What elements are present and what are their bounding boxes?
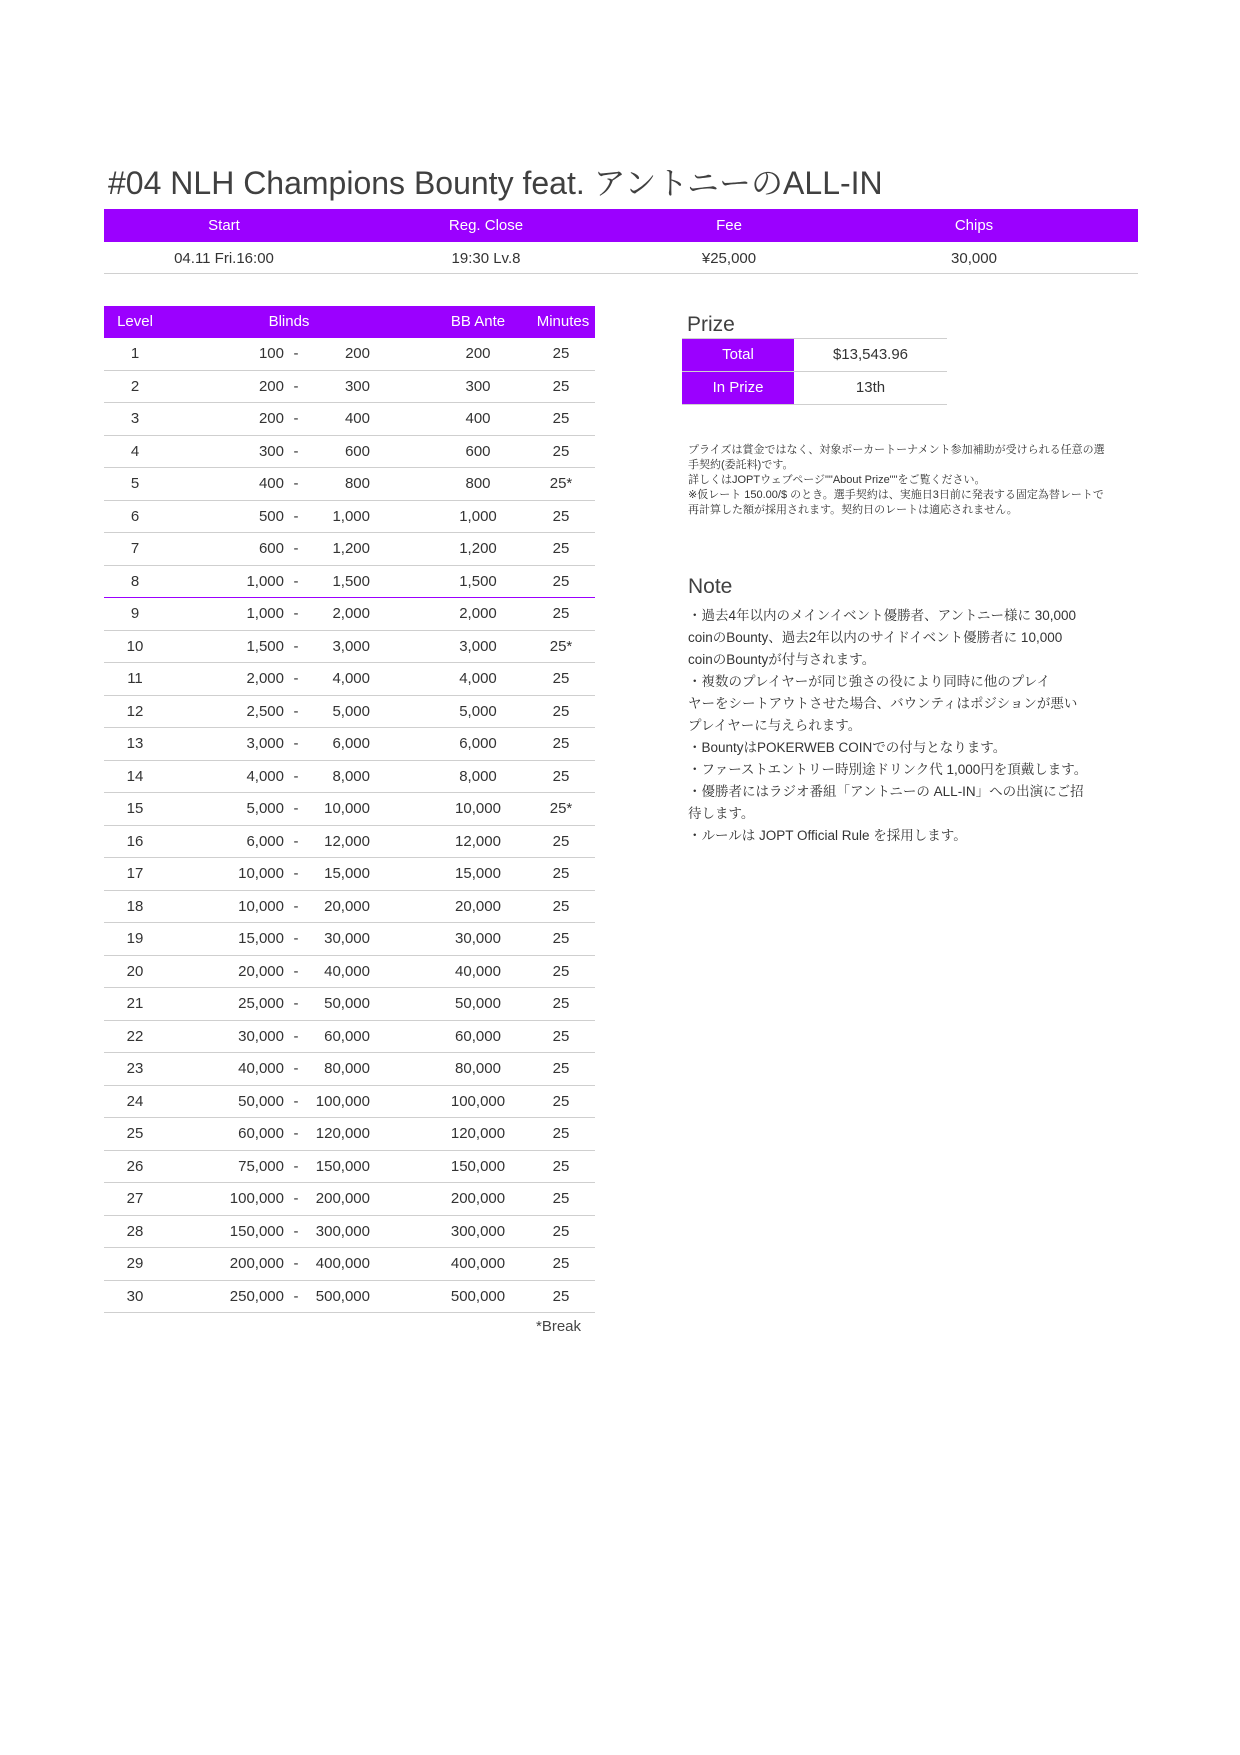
level-cell: 8 [130, 572, 140, 590]
level-cell: 17 [126, 865, 144, 882]
blinds-table-header [104, 306, 595, 338]
table-row [104, 1216, 595, 1249]
bb-ante-cell: 60,000 [455, 1027, 501, 1045]
bb-ante-cell: 1,000 [459, 507, 497, 525]
small-blind-cell: 6,000 [246, 832, 284, 850]
header-level: Level [117, 313, 153, 330]
blind-separator: - [293, 605, 299, 622]
small-blind-cell: 300 [258, 442, 284, 460]
value-fee: ¥25,000 [701, 250, 757, 267]
small-blind-cell: 15,000 [238, 930, 284, 947]
level-cell: 23 [126, 1060, 144, 1077]
minutes-cell: 25 [552, 1157, 570, 1175]
minutes-cell: 25 [552, 1222, 570, 1240]
blind-separator: - [293, 670, 299, 687]
header-minutes: Minutes [536, 313, 590, 330]
minutes-cell: 25 [552, 540, 570, 557]
small-blind-cell: 250,000 [229, 1287, 284, 1305]
bb-ante-cell: 80,000 [455, 1060, 501, 1077]
big-blind-cell: 3,000 [332, 637, 370, 655]
table-row [104, 566, 595, 599]
prize-note-line: ※仮レート 150.00/$ のとき。選手契約は、実施日3日前に発表する固定為替レートで [688, 489, 1104, 501]
small-blind-cell: 200 [258, 377, 284, 395]
blind-separator: - [293, 1255, 299, 1272]
big-blind-cell: 15,000 [324, 865, 370, 882]
bb-ante-cell: 8,000 [459, 767, 497, 785]
small-blind-cell: 150,000 [229, 1222, 284, 1240]
minutes-cell: 25 [552, 1255, 570, 1272]
small-blind-cell: 75,000 [238, 1157, 284, 1175]
blind-separator: - [293, 735, 299, 752]
bb-ante-cell: 120,000 [450, 1125, 506, 1142]
table-row [104, 1151, 595, 1184]
blind-separator: - [293, 1287, 299, 1305]
note-line: ・過去4年以内のメインイベント優勝者、アントニー様に 30,000 [688, 608, 1077, 623]
blind-separator: - [293, 475, 299, 492]
small-blind-cell: 5,000 [246, 800, 284, 817]
level-cell: 20 [126, 962, 144, 980]
big-blind-cell: 200 [344, 345, 370, 362]
level-cell: 1 [130, 345, 140, 362]
small-blind-cell: 200,000 [229, 1255, 284, 1272]
table-row [104, 501, 595, 534]
header-start: Start [208, 217, 240, 234]
big-blind-cell: 4,000 [332, 670, 370, 687]
big-blind-cell: 1,000 [332, 507, 370, 525]
bb-ante-cell: 300 [465, 377, 491, 395]
small-blind-cell: 10,000 [238, 865, 284, 882]
blind-separator: - [293, 800, 299, 817]
blind-separator: - [293, 962, 299, 980]
blind-separator: - [293, 1157, 299, 1175]
level-cell: 21 [126, 995, 144, 1012]
blind-separator: - [293, 572, 299, 590]
small-blind-cell: 500 [258, 507, 284, 525]
note-line: ・複数のプレイヤーが同じ強さの役により同時に他のプレイ [688, 674, 1051, 689]
table-row [104, 891, 595, 924]
header-bb-ante: BB Ante [450, 313, 506, 330]
bb-ante-cell: 15,000 [455, 865, 501, 882]
big-blind-cell: 5,000 [332, 702, 370, 720]
table-row [104, 923, 595, 956]
minutes-cell: 25 [552, 962, 570, 980]
minutes-cell: 25 [552, 1027, 570, 1045]
minutes-cell: 25 [552, 1125, 570, 1142]
blind-separator: - [293, 832, 299, 850]
small-blind-cell: 20,000 [238, 962, 284, 980]
small-blind-cell: 2,500 [246, 702, 284, 720]
level-cell: 7 [130, 540, 140, 557]
bb-ante-cell: 800 [465, 475, 491, 492]
bb-ante-cell: 20,000 [455, 897, 501, 915]
level-cell: 10 [126, 637, 144, 655]
table-row [104, 631, 595, 664]
note-line: ・BountyはPOKERWEB COINでの付与となります。 [688, 740, 1007, 755]
page-title: #04 NLH Champions Bounty feat. アントニーのALL-IN [108, 165, 883, 201]
minutes-cell: 25 [552, 605, 570, 622]
bb-ante-cell: 10,000 [455, 800, 501, 817]
bb-ante-cell: 50,000 [455, 995, 501, 1012]
big-blind-cell: 12,000 [324, 832, 370, 850]
header-chips: Chips [954, 217, 994, 234]
level-cell: 30 [126, 1287, 144, 1305]
big-blind-cell: 120,000 [315, 1125, 370, 1142]
big-blind-cell: 150,000 [315, 1157, 370, 1175]
small-blind-cell: 200 [258, 410, 284, 427]
table-row [104, 988, 595, 1021]
note-line: coinのBountyが付与されます。 [688, 652, 876, 667]
blind-separator: - [293, 702, 299, 720]
blind-separator: - [293, 410, 299, 427]
level-cell: 14 [126, 767, 144, 785]
minutes-cell: 25 [552, 1190, 570, 1207]
prize-label: In Prize [682, 372, 794, 404]
table-row [104, 1021, 595, 1054]
bb-ante-cell: 40,000 [455, 962, 501, 980]
big-blind-cell: 800 [344, 475, 370, 492]
minutes-cell: 25 [552, 410, 570, 427]
level-cell: 5 [130, 475, 140, 492]
table-row [104, 598, 595, 631]
bb-ante-cell: 200 [465, 345, 491, 362]
level-cell: 6 [130, 507, 140, 525]
level-cell: 11 [127, 670, 143, 687]
minutes-cell: 25 [552, 377, 570, 395]
minutes-cell: 25 [552, 735, 570, 752]
minutes-cell: 25 [552, 702, 570, 720]
table-row [104, 663, 595, 696]
value-reg-close: 19:30 Lv.8 [451, 250, 521, 267]
table-row [104, 1281, 595, 1314]
blind-separator: - [293, 995, 299, 1012]
prize-row-total [682, 338, 947, 372]
bb-ante-cell: 12,000 [455, 832, 501, 850]
small-blind-cell: 25,000 [238, 995, 284, 1012]
table-row [104, 793, 595, 826]
bb-ante-cell: 600 [465, 442, 491, 460]
big-blind-cell: 50,000 [324, 995, 370, 1012]
blind-separator: - [293, 1027, 299, 1045]
bb-ante-cell: 300,000 [450, 1222, 506, 1240]
table-row [104, 533, 595, 566]
prize-table [682, 339, 947, 405]
table-row [104, 371, 595, 404]
table-row [104, 858, 595, 891]
small-blind-cell: 60,000 [238, 1125, 284, 1142]
level-cell: 2 [130, 377, 140, 395]
table-row [104, 468, 595, 501]
blind-separator: - [293, 637, 299, 655]
level-cell: 24 [126, 1092, 144, 1110]
small-blind-cell: 600 [258, 540, 284, 557]
small-blind-cell: 3,000 [246, 735, 284, 752]
bb-ante-cell: 5,000 [459, 702, 497, 720]
small-blind-cell: 1,500 [246, 637, 284, 655]
blind-separator: - [293, 1060, 299, 1077]
blind-separator: - [293, 865, 299, 882]
note-line: ・ルールは JOPT Official Rule を採用します。 [688, 828, 967, 843]
minutes-cell: 25* [549, 475, 573, 492]
note-line: coinのBounty、過去2年以内のサイドイベント優勝者に 10,000 [688, 630, 1063, 645]
blinds-table-body [104, 338, 595, 1313]
blind-separator: - [293, 442, 299, 460]
table-row [104, 956, 595, 989]
bb-ante-cell: 500,000 [450, 1287, 506, 1305]
blind-separator: - [293, 897, 299, 915]
bb-ante-cell: 3,000 [459, 637, 497, 655]
blind-separator: - [293, 930, 299, 947]
big-blind-cell: 30,000 [324, 930, 370, 947]
table-row [104, 696, 595, 729]
big-blind-cell: 80,000 [324, 1060, 370, 1077]
small-blind-cell: 50,000 [238, 1092, 284, 1110]
level-cell: 15 [126, 800, 144, 817]
minutes-cell: 25 [552, 767, 570, 785]
big-blind-cell: 6,000 [332, 735, 370, 752]
big-blind-cell: 200,000 [315, 1190, 370, 1207]
minutes-cell: 25 [552, 1060, 570, 1077]
minutes-cell: 25 [552, 670, 570, 687]
table-row [104, 436, 595, 469]
big-blind-cell: 8,000 [332, 767, 370, 785]
table-row [104, 1118, 595, 1151]
blind-separator: - [293, 377, 299, 395]
info-table-header [104, 209, 1138, 242]
big-blind-cell: 300 [344, 377, 370, 395]
big-blind-cell: 1,500 [332, 572, 370, 590]
value-chips: 30,000 [951, 250, 997, 267]
level-cell: 28 [126, 1222, 144, 1240]
table-row [104, 1183, 595, 1216]
small-blind-cell: 100 [258, 345, 284, 362]
minutes-cell: 25 [552, 1092, 570, 1110]
level-cell: 9 [130, 605, 140, 622]
big-blind-cell: 500,000 [315, 1287, 370, 1305]
blind-separator: - [293, 767, 299, 785]
prize-note-line: プライズは賞金ではなく、対象ポーカートーナメント参加補助が受けられる任意の選 [688, 444, 1105, 456]
small-blind-cell: 4,000 [246, 767, 284, 785]
bb-ante-cell: 100,000 [450, 1092, 506, 1110]
small-blind-cell: 10,000 [238, 897, 284, 915]
minutes-cell: 25 [552, 572, 570, 590]
minutes-cell: 25* [549, 800, 573, 817]
bb-ante-cell: 400 [465, 410, 491, 427]
big-blind-cell: 400 [344, 410, 370, 427]
minutes-cell: 25 [552, 930, 570, 947]
big-blind-cell: 400,000 [315, 1255, 370, 1272]
small-blind-cell: 100,000 [229, 1190, 284, 1207]
header-reg-close: Reg. Close [448, 217, 524, 234]
prize-notes [688, 443, 1138, 518]
big-blind-cell: 2,000 [332, 605, 370, 622]
bb-ante-cell: 4,000 [459, 670, 497, 687]
table-row [104, 761, 595, 794]
minutes-cell: 25 [552, 865, 570, 882]
bb-ante-cell: 6,000 [459, 735, 497, 752]
bb-ante-cell: 400,000 [450, 1255, 506, 1272]
minutes-cell: 25 [552, 1287, 570, 1305]
level-cell: 4 [130, 442, 140, 460]
level-cell: 26 [126, 1157, 144, 1175]
note-line: ・優勝者にはラジオ番組「アントニーの ALL-IN」への出演にご招 [688, 784, 1084, 799]
level-cell: 16 [126, 832, 144, 850]
blind-separator: - [293, 345, 299, 362]
prize-note-line: 手契約(委託料)です。 [688, 459, 794, 471]
blind-separator: - [293, 540, 299, 557]
blind-separator: - [293, 1092, 299, 1110]
header-blinds: Blinds [268, 313, 310, 330]
minutes-cell: 25 [552, 507, 570, 525]
prize-value: 13th [855, 379, 886, 396]
minutes-cell: 25 [552, 345, 570, 362]
small-blind-cell: 400 [258, 475, 284, 492]
small-blind-cell: 1,000 [246, 572, 284, 590]
minutes-cell: 25 [552, 832, 570, 850]
prize-label: Total [682, 339, 794, 371]
level-cell: 29 [126, 1255, 144, 1272]
bb-ante-cell: 1,500 [459, 572, 497, 590]
small-blind-cell: 1,000 [246, 605, 284, 622]
level-cell: 22 [126, 1027, 144, 1045]
table-row [104, 338, 595, 371]
table-row [104, 728, 595, 761]
minutes-cell: 25 [552, 442, 570, 460]
big-blind-cell: 1,200 [332, 540, 370, 557]
minutes-cell: 25 [552, 897, 570, 915]
value-start: 04.11 Fri.16:00 [174, 250, 274, 267]
blinds-table [104, 306, 595, 1313]
blind-separator: - [293, 1190, 299, 1207]
bb-ante-cell: 1,200 [459, 540, 497, 557]
level-cell: 13 [126, 735, 144, 752]
minutes-cell: 25 [552, 995, 570, 1012]
big-blind-cell: 10,000 [324, 800, 370, 817]
level-cell: 12 [126, 702, 144, 720]
note-list [688, 605, 1128, 847]
prize-row-in-prize [682, 371, 947, 405]
big-blind-cell: 60,000 [324, 1027, 370, 1045]
prize-note-line: 詳しくはJOPTウェブページ""About Prize""をご覧ください。 [688, 474, 986, 486]
note-line: ・ファーストエントリー時別途ドリンク代 1,000円を頂戴します。 [688, 762, 1088, 777]
big-blind-cell: 40,000 [324, 962, 370, 980]
note-line: 待します。 [688, 806, 755, 821]
minutes-cell: 25* [549, 637, 573, 655]
note-heading: Note [688, 575, 733, 598]
level-cell: 3 [130, 410, 140, 427]
bb-ante-cell: 30,000 [455, 930, 501, 947]
table-row [104, 403, 595, 436]
small-blind-cell: 40,000 [238, 1060, 284, 1077]
break-note: *Break [536, 1318, 582, 1335]
prize-value: $13,543.96 [832, 346, 909, 363]
blind-separator: - [293, 1222, 299, 1240]
big-blind-cell: 100,000 [315, 1092, 370, 1110]
level-cell: 19 [126, 930, 144, 947]
table-row [104, 1086, 595, 1119]
note-line: プレイヤーに与えられます。 [688, 718, 862, 733]
level-cell: 18 [126, 897, 144, 915]
level-cell: 27 [126, 1190, 144, 1207]
bb-ante-cell: 200,000 [450, 1190, 506, 1207]
header-fee: Fee [716, 217, 742, 234]
prize-note-line: 再計算した額が採用されます。契約日のレートは適応されません。 [688, 504, 1018, 516]
note-line: ヤーをシートアウトさせた場合、バウンティはポジションが悪い [688, 696, 1078, 711]
prize-heading: Prize [687, 313, 735, 336]
big-blind-cell: 300,000 [315, 1222, 370, 1240]
big-blind-cell: 600 [344, 442, 370, 460]
big-blind-cell: 20,000 [324, 897, 370, 915]
table-row [104, 826, 595, 859]
info-table-values [104, 245, 1138, 274]
small-blind-cell: 30,000 [238, 1027, 284, 1045]
small-blind-cell: 2,000 [246, 670, 284, 687]
table-row [104, 1053, 595, 1086]
blind-separator: - [293, 507, 299, 525]
bb-ante-cell: 150,000 [450, 1157, 506, 1175]
bb-ante-cell: 2,000 [459, 605, 497, 622]
level-cell: 25 [126, 1125, 144, 1142]
blind-separator: - [293, 1125, 299, 1142]
table-row [104, 1248, 595, 1281]
